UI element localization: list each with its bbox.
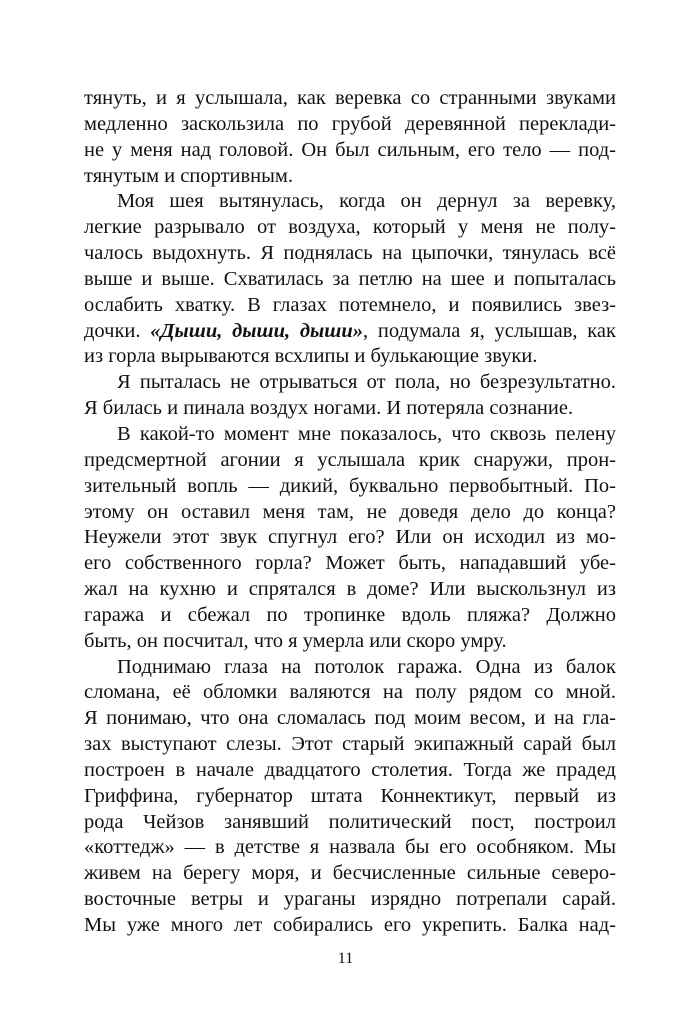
text-line: Поднимаю глаза на потолок гаража. Одна из балок (117, 655, 616, 678)
text-line: рода Чейзов занявший политический пост, построил (84, 810, 616, 833)
text-line: тянуть, и я услышала, как веревка со странными звуками (84, 87, 616, 109)
body-text (84, 86, 616, 939)
text-line: живем на берегу моря, и бесчисленные сильные северо- (84, 862, 616, 885)
text-line: Я понимаю, что она сломалась под моим весом, и на гла- (84, 707, 616, 730)
text-line: медленно заскользила по грубой деревянной переклади- (84, 112, 616, 135)
text-line: не у меня над головой. Он был сильным, его тело — под- (84, 138, 616, 161)
text-line: чалось выдохнуть. Я поднялась на цыпочки, тянулась всё (84, 242, 616, 265)
emphasized-text: «Дыши, дыши, дыши» (150, 319, 364, 342)
text-line: зах выступают слезы. Этот старый экипажный сарай был (84, 733, 616, 756)
text-line: восточные ветры и ураганы изрядно потрепали сарай. (84, 888, 616, 911)
text-line: тянутым и спортивным. (84, 164, 294, 187)
text-line: ослабить хватку. В глазах потемнело, и появились звез- (84, 293, 616, 316)
text-line: «коттедж» — в детстве я назвала бы его особняком. Мы (84, 836, 616, 859)
text-line: его собственного горла? Может быть, нападавший убе- (84, 552, 616, 575)
text-line: гаража и сбежал по тропинке вдоль пляжа? Должно (84, 603, 616, 626)
text-line: сломана, её обломки валяются на полу рядом со мной. (84, 681, 616, 704)
text-line: этому он оставил меня там, не доведя дело до конца? (84, 500, 616, 523)
text-line: легкие разрывало от воздуха, который у меня не полу- (84, 216, 616, 239)
text-line: предсмертной агонии я услышала крик снаружи, прон- (84, 448, 616, 471)
text-line: Моя шея вытянулась, когда он дернул за веревку, (117, 190, 616, 213)
text-line: из горла вырываются всхлипы и булькающие звуки. (84, 345, 538, 368)
text-line: В какой-то момент мне показалось, что сквозь пелену (117, 422, 616, 445)
text-line: жал на кухню и спрятался в доме? Или выскользнул из (84, 578, 616, 601)
text-line: построен в начале двадцатого столетия. Тогда же прадед (84, 758, 616, 781)
text-line: Гриффина, губернатор штата Коннектикут, первый из (84, 784, 616, 807)
text-line: дочки. «Дыши, дыши, дыши», подумала я, услышав, как (84, 319, 616, 342)
text-line: Я пыталась не отрываться от пола, но безрезультатно. (117, 371, 616, 394)
text-line: Я билась и пинала воздух ногами. И потеряла сознание. (84, 397, 574, 420)
text-line: выше и выше. Схватилась за петлю на шее и попыталась (84, 267, 616, 290)
page-number: 11 (337, 950, 354, 967)
text-line: Неужели этот звук спугнул его? Или он исходил из мо- (84, 526, 616, 549)
text-line: быть, он посчитал, что я умерла или скоро умру. (84, 629, 507, 652)
text-line: зительный вопль — дикий, буквально первобытный. По- (84, 474, 616, 497)
text-line: Мы уже много лет собирались его укрепить. Балка над- (84, 914, 616, 936)
